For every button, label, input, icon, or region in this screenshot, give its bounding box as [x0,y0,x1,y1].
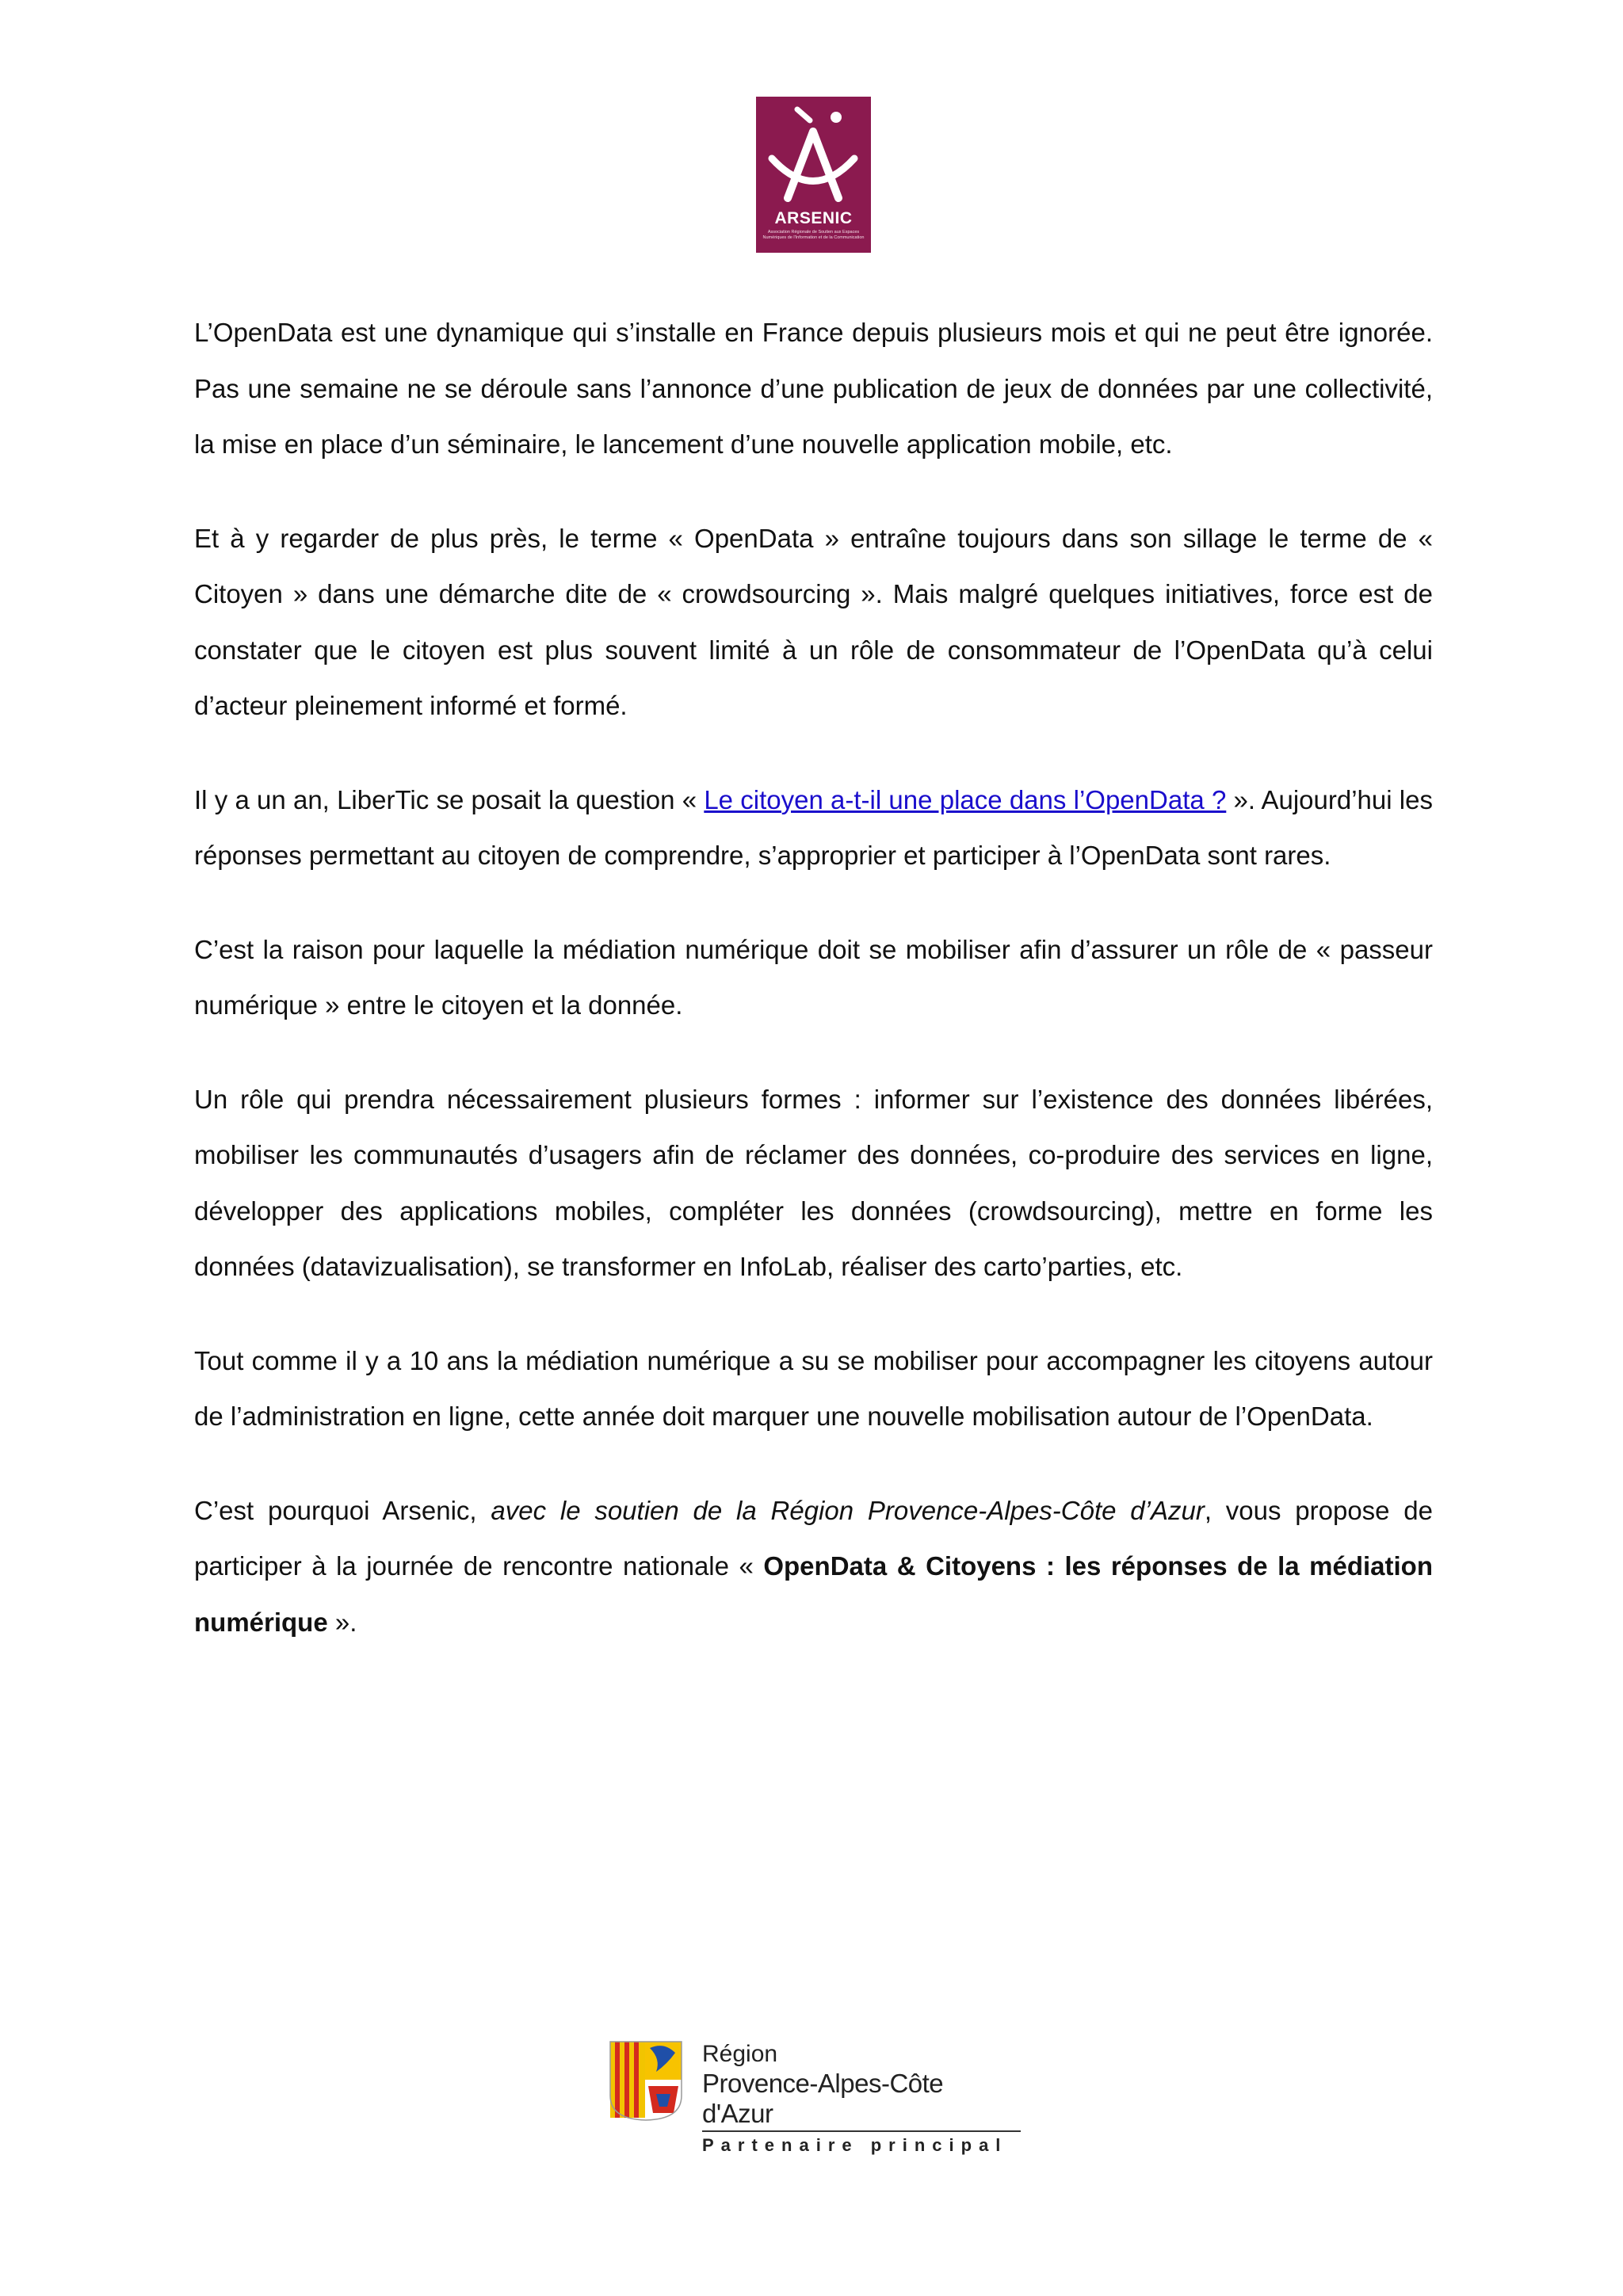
libertic-article-link[interactable]: Le citoyen a-t-il une place dans l’OpenData ? [704,784,1227,814]
region-paca-logo [609,2040,1021,2155]
arsenic-logo [756,97,871,253]
paragraph-7 [194,1483,1433,1651]
paragraph-7-italic: avec le soutien de la Région Provence-Alpes-Côte d’Azur [491,1495,1205,1525]
region-name: Provence-Alpes-Côte d'Azur [702,2069,944,2128]
arsenic-logo-name: ARSENIC [774,209,853,227]
paragraph-6: Tout comme il y a 10 ans la médiation numérique a su se mobiliser pour accompagner les citoyens autour de l’administration en ligne, cette année doit marquer une nouvelle mobilisation autour de l’OpenData. [194,1345,1433,1431]
paragraph-7-end: ». [327,1607,357,1637]
paragraph-3 [194,772,1433,884]
arsenic-logo-subtitle: Association Régionale de Soutien aux Espaces Numériques de l'Information et de la Communication [762,230,865,240]
region-label: Région [702,2041,778,2067]
paragraph-3-start: Il y a un an, LiberTic se posait la question « [194,784,705,814]
document-body [194,305,1433,1688]
paragraph-5: Un rôle qui prendra nécessairement plusieurs formes : informer sur l’existence des données libérées, mobiliser les communautés d’usagers afin de réclamer des données, co-produire des services en ligne, développer des applications mobiles, compléter les données (crowdsourcing), mettre en forme les données (datavizualisation), se transformer en InfoLab, réaliser des carto’parties, etc. [194,1084,1433,1281]
partner-label: Partenaire principal [702,2130,1021,2157]
paragraph-7-start: C’est pourquoi Arsenic, [194,1495,491,1525]
paragraph-2: Et à y regarder de plus près, le terme « OpenData » entraîne toujours dans son sillage le terme de « Citoyen » dans une démarche dite de « crowdsourcing ». Mais malgré quelques initiatives, force est de constater que le citoyen est plus souvent limité à un rôle de consommateur de l’OpenData qu’à celui d’acteur pleinement informé et formé. [194,523,1433,720]
region-paca-text [702,2040,1021,2157]
paragraph-4: C’est la raison pour laquelle la médiation numérique doit se mobiliser afin d’assurer un rôle de « passeur numérique » entre le citoyen et la donnée. [194,934,1433,1020]
paragraph-1: L’OpenData est une dynamique qui s’installe en France depuis plusieurs mois et qui ne peut être ignorée. Pas une semaine ne se déroule sans l’annonce d’une publication de jeux de données par une collectivité, la mise en place d’un séminaire, le lancement d’une nouvelle application mobile, etc. [194,318,1433,459]
region-paca-shield-icon [609,2040,683,2122]
event-title: OpenData & Citoyens : les réponses de la médiation numérique [194,1551,1433,1637]
paragraph-7-middle: , vous propose de participer à la journée de rencontre nationale « [194,1495,1434,1581]
paragraph-3-end: ». Aujourd’hui les réponses permettant au citoyen de comprendre, s’approprier et participer à l’OpenData sont rares. [194,784,1433,870]
